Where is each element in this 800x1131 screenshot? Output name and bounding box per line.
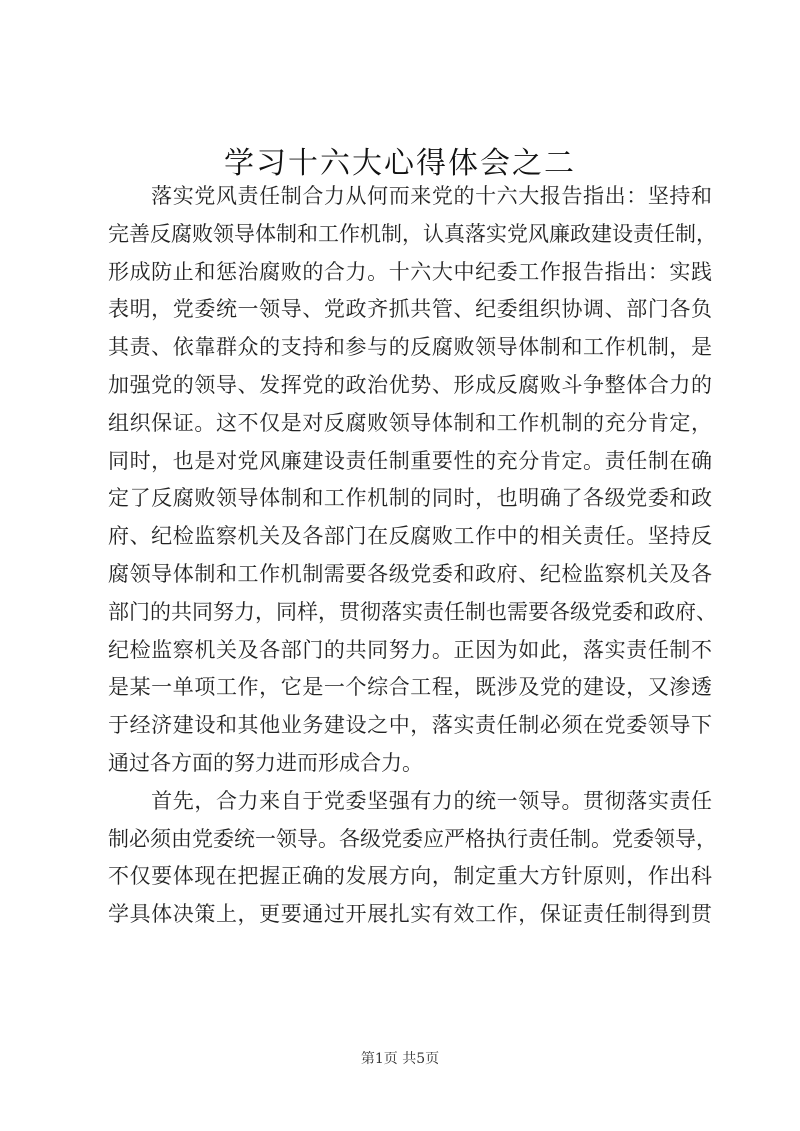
text-line: 是某一单项工作，它是一个综合工程，既涉及党的建设，又渗透	[108, 675, 712, 700]
text-line: 部门的共同努力，同样，贯彻落实责任制也需要各级党委和政府、	[108, 599, 717, 624]
text-line: 完善反腐败领导体制和工作机制，认真落实党风廉政建设责任制，	[108, 221, 717, 246]
text-line: 学具体决策上，更要通过开展扎实有效工作，保证责任制得到贯	[108, 902, 712, 927]
text-line: 通过各方面的努力进而形成合力。	[108, 750, 423, 775]
text-line: 腐领导体制和工作机制需要各级党委和政府、纪检监察机关及各	[108, 561, 712, 586]
text-line: 表明，党委统一领导、党政齐抓共管、纪委组织协调、部门各负	[108, 297, 712, 322]
text-line: 形成防止和惩治腐败的合力。十六大中纪委工作报告指出：实践	[108, 259, 712, 284]
text-line: 其责、依靠群众的支持和参与的反腐败领导体制和工作机制，是	[108, 335, 712, 360]
text-line: 定了反腐败领导体制和工作机制的同时，也明确了各级党委和政	[108, 486, 712, 511]
text-line: 于经济建设和其他业务建设之中，落实责任制必须在党委领导下	[108, 713, 712, 738]
text-line: 制必须由党委统一领导。各级党委应严格执行责任制。党委领导，	[108, 826, 717, 851]
text-line: 府、纪检监察机关及各部门在反腐败工作中的相关责任。坚持反	[108, 524, 712, 549]
text-line: 落实党风责任制合力从何而来党的十六大报告指出：坚持和	[108, 184, 712, 208]
paragraph	[108, 178, 717, 783]
document-title: 学习十六大心得体会之二	[224, 146, 576, 181]
page-footer: 第1页 共5页	[360, 1051, 440, 1067]
text-line: 加强党的领导、发挥党的政治优势、形成反腐败斗争整体合力的	[108, 372, 712, 397]
document-body	[108, 178, 717, 934]
text-line: 纪检监察机关及各部门的共同努力。正因为如此，落实责任制不	[108, 637, 712, 662]
text-line: 组织保证。这不仅是对反腐败领导体制和工作机制的充分肯定，	[108, 410, 712, 435]
text-line: 不仅要体现在把握正确的发展方向，制定重大方针原则，作出科	[108, 864, 712, 889]
text-line: 同时，也是对党风廉建设责任制重要性的充分肯定。责任制在确	[108, 448, 712, 473]
text-line: 首先，合力来自于党委坚强有力的统一领导。贯彻落实责任	[108, 788, 712, 813]
paragraph	[108, 783, 717, 934]
